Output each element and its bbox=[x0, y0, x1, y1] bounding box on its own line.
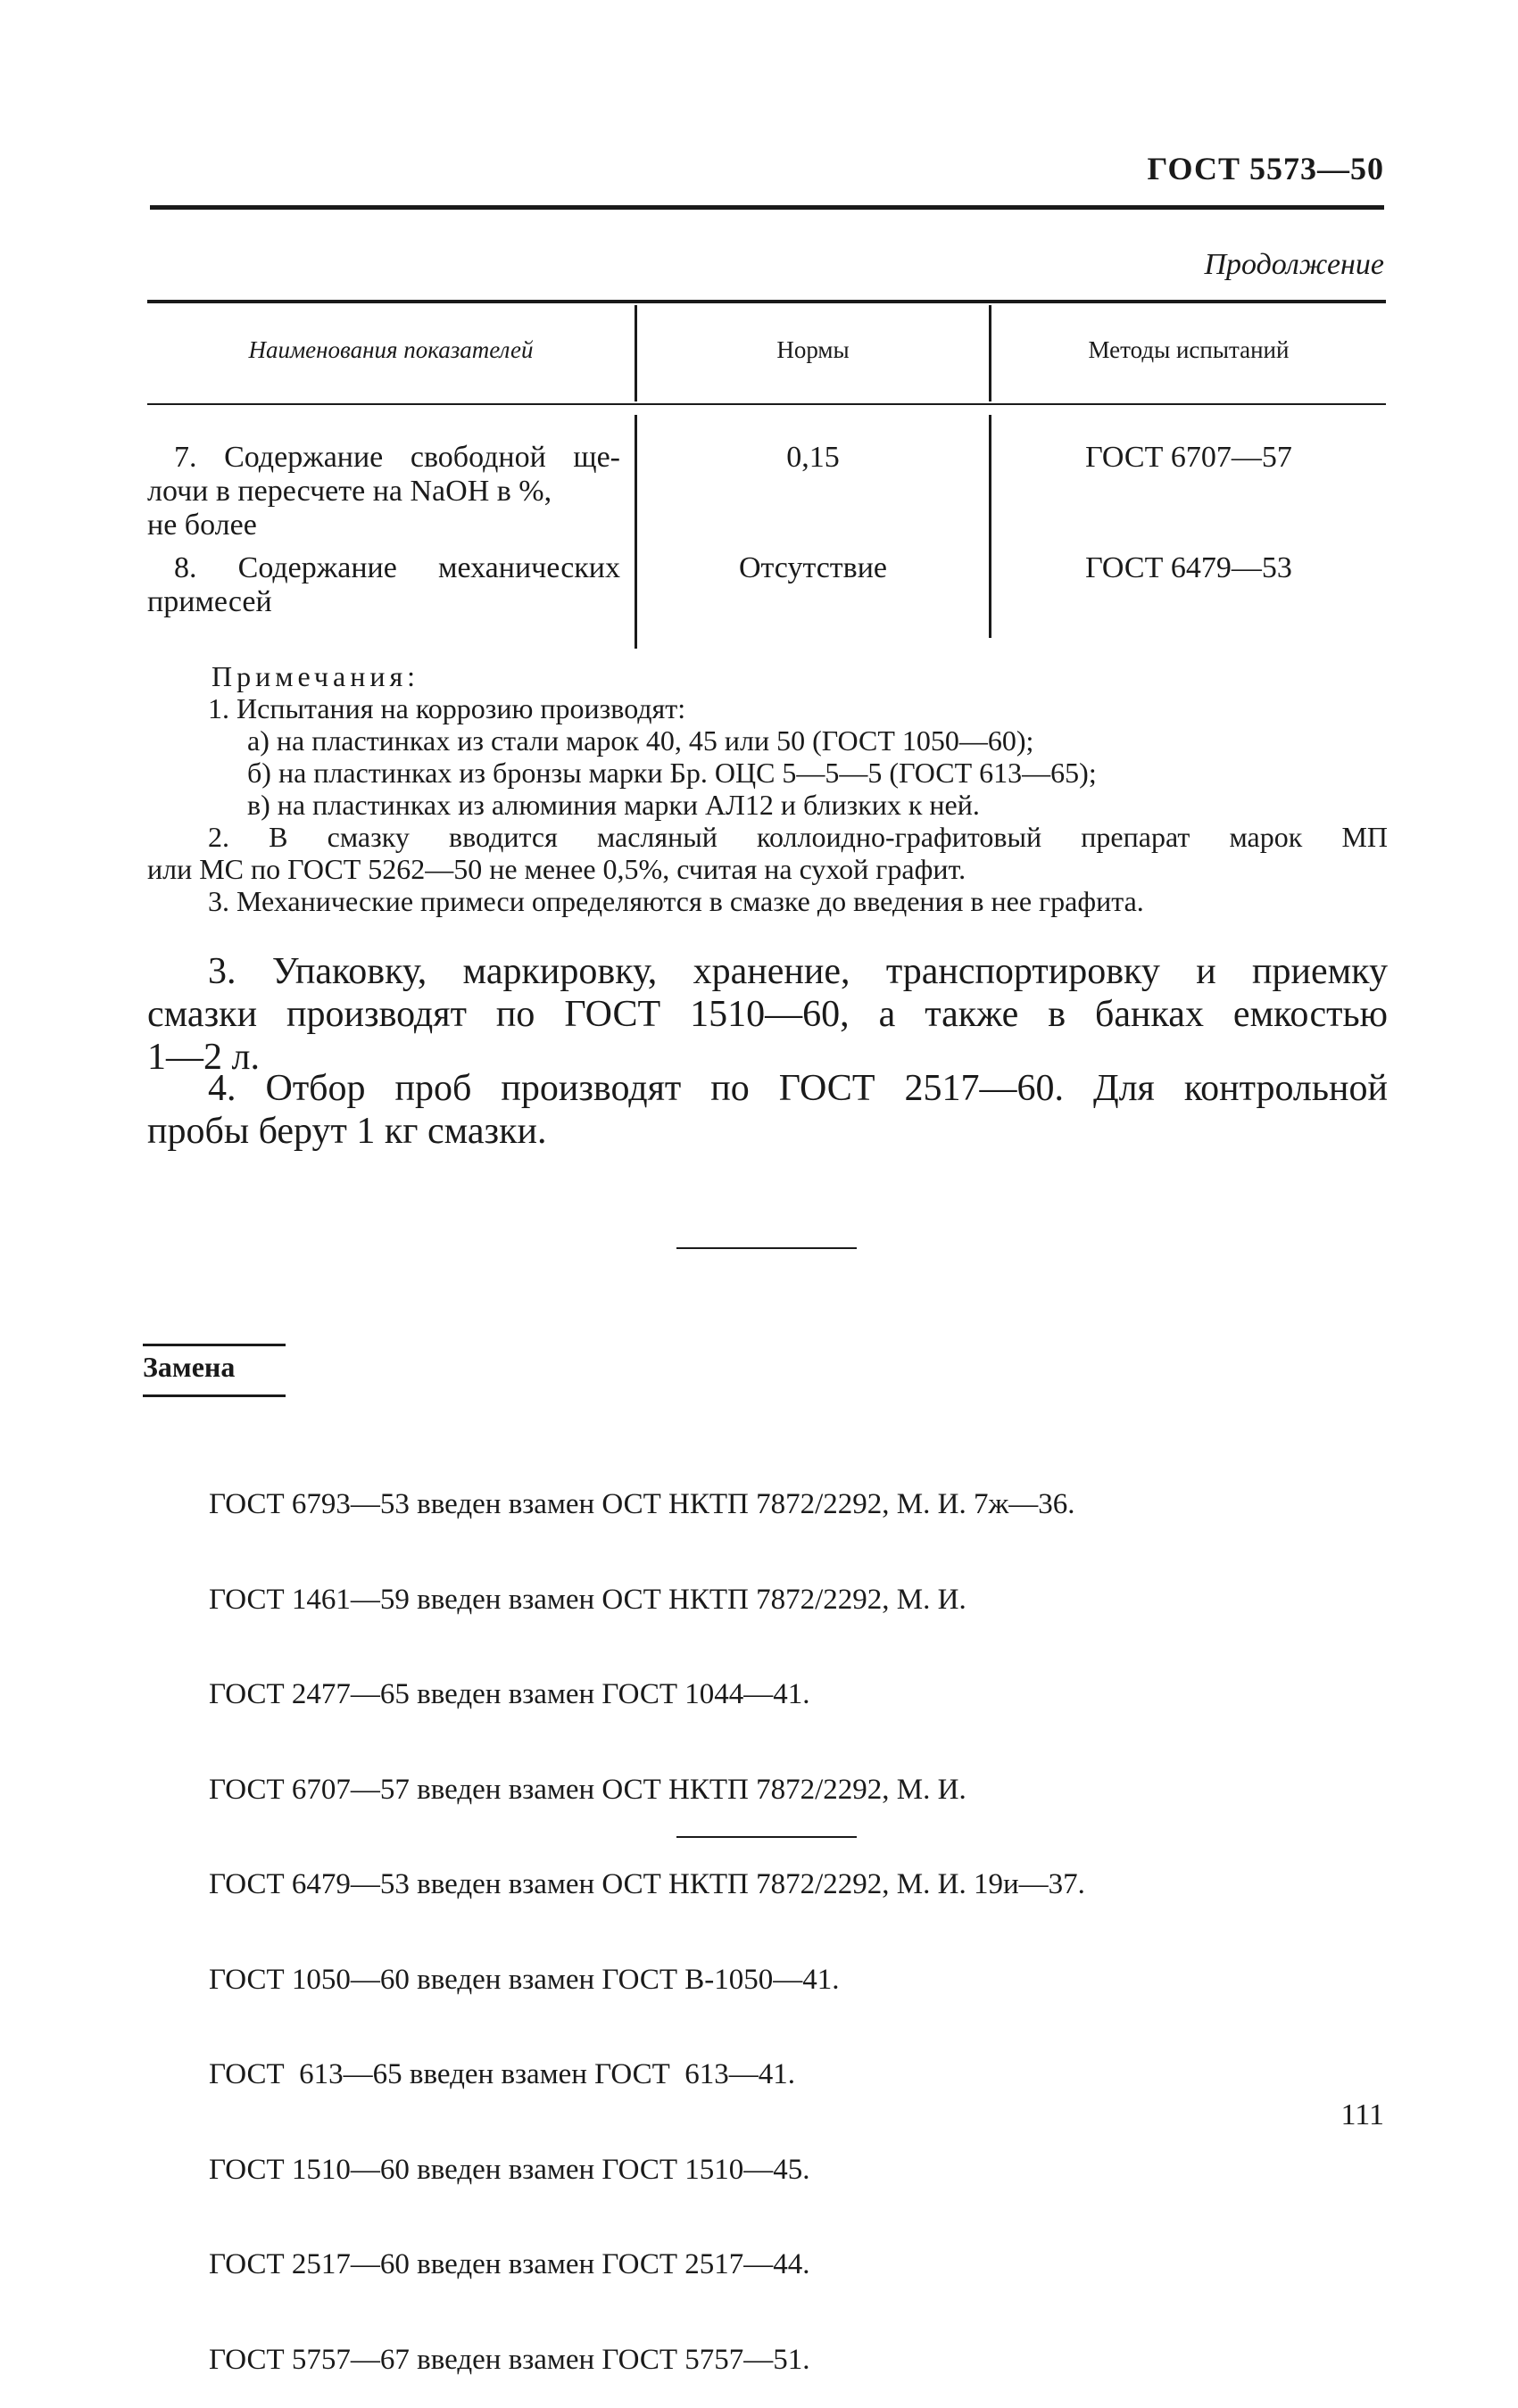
replacement-line: ГОСТ 1510—60 введен взамен ГОСТ 1510—45. bbox=[209, 2153, 810, 2186]
replacement-title: Замена bbox=[143, 1351, 236, 1383]
note-line: б) на пластинках из бронзы марки Бр. ОЦС 5—5—5 (ГОСТ 613—65); bbox=[247, 757, 1097, 789]
column-header-name: Наименования показателей bbox=[248, 336, 534, 363]
note-line: 1. Испытания на коррозию производят: bbox=[208, 692, 686, 724]
notes-section bbox=[147, 660, 1388, 917]
note-line: в) на пластинках из алюминия марки АЛ12 и близких к ней. bbox=[247, 789, 980, 821]
notes-title: Примечания: bbox=[212, 660, 420, 692]
row-norm: 0,15 bbox=[786, 441, 840, 474]
paragraph-4 bbox=[147, 1067, 1388, 1153]
row-name-line: 8. Содержание механических bbox=[174, 551, 620, 584]
replacement-line: ГОСТ 613—65 введен взамен ГОСТ 613—41. bbox=[209, 2058, 796, 2090]
replacement-list bbox=[209, 1426, 1387, 2408]
replacement-line: ГОСТ 1461—59 введен взамен ОСТ НКТП 7872/2292, М. И. bbox=[209, 1583, 966, 1616]
note-line: 2. В смазку вводится масляный коллоидно-графитовый препарат марок МП bbox=[208, 821, 1388, 853]
note-line: а) на пластинках из стали марок 40, 45 или 50 (ГОСТ 1050—60); bbox=[247, 724, 1034, 757]
replacement-line: ГОСТ 2517—60 введен взамен ГОСТ 2517—44. bbox=[209, 2248, 810, 2280]
indicators-table bbox=[0, 0, 1518, 678]
replacement-line: ГОСТ 6479—53 введен взамен ОСТ НКТП 7872/2292, М. И. 19и—37. bbox=[209, 1868, 1085, 1900]
paragraph-line: 3. Упаковку, маркировку, хранение, транспортировку и приемку bbox=[208, 951, 1388, 992]
row-norm: Отсутствие bbox=[738, 551, 888, 584]
row-name-line: примесей bbox=[147, 585, 272, 618]
column-header-methods: Методы испытаний bbox=[1088, 336, 1290, 363]
paragraph-line: пробы берут 1 кг смазки. bbox=[147, 1111, 547, 1152]
row-method: ГОСТ 6707—57 bbox=[1085, 441, 1292, 474]
section-divider bbox=[676, 1836, 857, 1838]
replacement-line: ГОСТ 6707—57 введен взамен ОСТ НКТП 7872/2292, М. И. bbox=[209, 1773, 966, 1806]
paragraph-line: 4. Отбор проб производят по ГОСТ 2517—60. Для контрольной bbox=[208, 1068, 1388, 1109]
note-line: или МС по ГОСТ 5262—50 не менее 0,5%, считая на сухой графит. bbox=[147, 853, 966, 885]
replacement-line: ГОСТ 6793—53 введен взамен ОСТ НКТП 7872/2292, М. И. 7ж—36. bbox=[209, 1488, 1075, 1520]
replacement-title-rule-bottom bbox=[143, 1394, 286, 1397]
replacement-line: ГОСТ 1050—60 введен взамен ГОСТ В-1050—41. bbox=[209, 1963, 840, 1996]
table-row bbox=[147, 441, 620, 542]
note-line: 3. Механические примеси определяются в смазке до введения в нее графита. bbox=[208, 885, 1144, 917]
table-row bbox=[147, 551, 620, 619]
replacement-line: ГОСТ 2477—65 введен взамен ГОСТ 1044—41. bbox=[209, 1678, 810, 1710]
section-divider bbox=[676, 1247, 857, 1249]
paragraph-3 bbox=[147, 950, 1388, 1079]
page-number: 111 bbox=[1340, 2098, 1384, 2131]
row-name-line: лочи в пересчете на NaOH в %, bbox=[147, 475, 552, 508]
column-header-norms: Нормы bbox=[776, 336, 850, 363]
table-header-rule bbox=[147, 403, 1386, 405]
replacement-title-rule-top bbox=[143, 1344, 286, 1346]
continuation-label: Продолжение bbox=[1204, 248, 1384, 281]
paragraph-line: 1—2 л. bbox=[147, 1037, 260, 1078]
table-top-rule bbox=[147, 300, 1386, 303]
row-method: ГОСТ 6479—53 bbox=[1085, 551, 1292, 584]
row-name-line: 7. Содержание свободной ще- bbox=[174, 441, 620, 474]
replacement-line: ГОСТ 5757—67 введен взамен ГОСТ 5757—51. bbox=[209, 2343, 810, 2376]
row-name-line: не более bbox=[147, 509, 257, 542]
paragraph-line: смазки производят по ГОСТ 1510—60, а также в банках емкостью bbox=[147, 994, 1388, 1035]
document-header: ГОСТ 5573—50 bbox=[1147, 151, 1384, 186]
